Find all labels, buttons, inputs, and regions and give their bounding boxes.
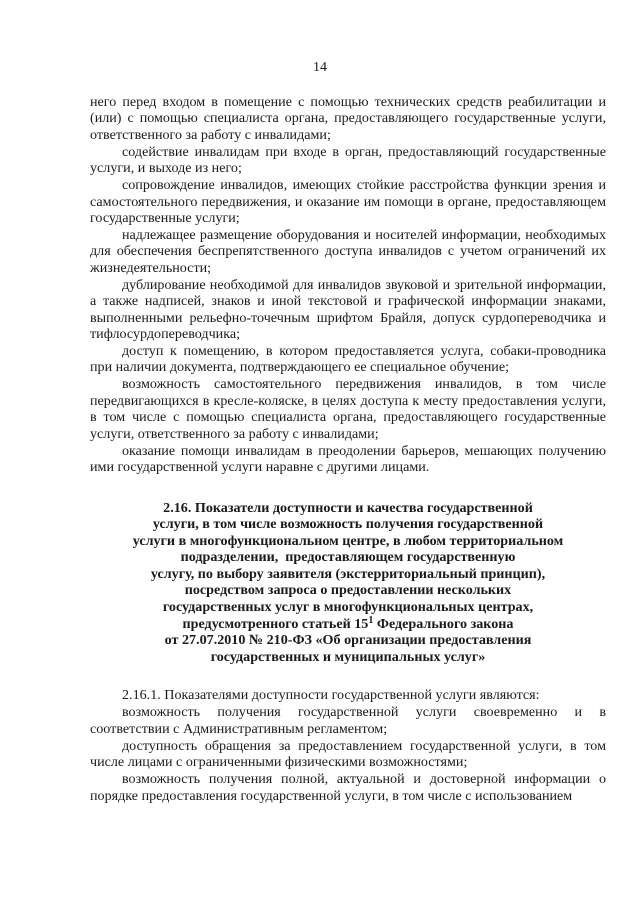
document-body bbox=[90, 94, 606, 805]
heading-line: государственных услуг в многофункциональных центрах, bbox=[162, 599, 534, 616]
heading-text: предусмотренного статьей 15 bbox=[182, 615, 369, 632]
heading-line: посредством запроса о предоставлении нескольких bbox=[184, 582, 512, 599]
paragraph: доступность обращения за предоставлением государственной услуги, в том числе лицами с ограниченными физическими возможностями; bbox=[90, 737, 606, 771]
heading-line: услугу, по выбору заявителя (экстерриториальный принцип), bbox=[150, 565, 546, 582]
paragraph: сопровождение инвалидов, имеющих стойкие расстройства функции зрения и самостоятельного передвижения, и оказание им помощи в органе, предоставляющем государственные услуги; bbox=[90, 177, 606, 227]
paragraph: дублирование необходимой для инвалидов звуковой и зрительной информации, а также надписей, знаков и иной текстовой и графической информации знаками, выполненными рельефно-точечным шрифтом Брайля, допуск сурдопереводчика и тифлосурдопереводчика; bbox=[90, 276, 606, 343]
heading-line: государственных и муниципальных услуг» bbox=[210, 648, 486, 665]
heading-line: услуги в многофункциональном центре, в любом территориальном bbox=[132, 532, 564, 549]
paragraph: надлежащее размещение оборудования и носителей информации, необходимых для обеспечения беспрепятственного доступа инвалидов с учетом ограничений их жизнедеятельности; bbox=[90, 227, 606, 276]
heading-line: 2.16. Показатели доступности и качества государственной bbox=[163, 499, 533, 516]
paragraph: него перед входом в помещение с помощью технических средств реабилитации и (или) с помощью специалиста органа, предоставляющего государственные услуги, ответственного за работу с инвалидами; bbox=[90, 94, 606, 143]
heading-line: подразделении, предоставляющем государственную bbox=[180, 549, 516, 566]
heading-line: от 27.07.2010 № 210-ФЗ «Об организации предоставления bbox=[164, 632, 532, 649]
paragraph: оказание помощи инвалидам в преодолении барьеров, мешающих получению ими государственной услуги наравне с другими лицами. bbox=[90, 442, 606, 476]
page-number: 14 bbox=[313, 60, 327, 75]
paragraph: содействие инвалидам при входе в орган, предоставляющий государственные услуги, и выходе из него; bbox=[90, 143, 606, 177]
heading-line: услуги, в том числе возможность получения государственной bbox=[152, 516, 544, 533]
paragraph: возможность самостоятельного передвижения инвалидов, в том числе передвигающихся в кресле-коляске, в целях доступа к месту предоставления услуги, в том числе с помощью специалиста органа, предоставляющего государственные услуги, ответственного за работу с инвалидами; bbox=[90, 376, 606, 442]
heading-text: Федерального закона bbox=[373, 615, 514, 632]
paragraph: доступ к помещению, в котором предоставляется услуга, собаки-проводника при наличии документа, подтверждающего ее специальное обучение; bbox=[90, 343, 606, 376]
heading-line-article bbox=[90, 616, 606, 633]
paragraph: 2.16.1. Показателями доступности государственной услуги являются: bbox=[122, 687, 540, 704]
superscript: 1 bbox=[368, 614, 374, 626]
section-heading bbox=[90, 500, 606, 666]
paragraph: возможность получения государственной услуги своевременно и в соответствии с Административным регламентом; bbox=[90, 704, 606, 737]
paragraph: возможность получения полной, актуальной и достоверной информации о порядке предоставления государственной услуги, в том числе с использованием bbox=[90, 771, 606, 804]
